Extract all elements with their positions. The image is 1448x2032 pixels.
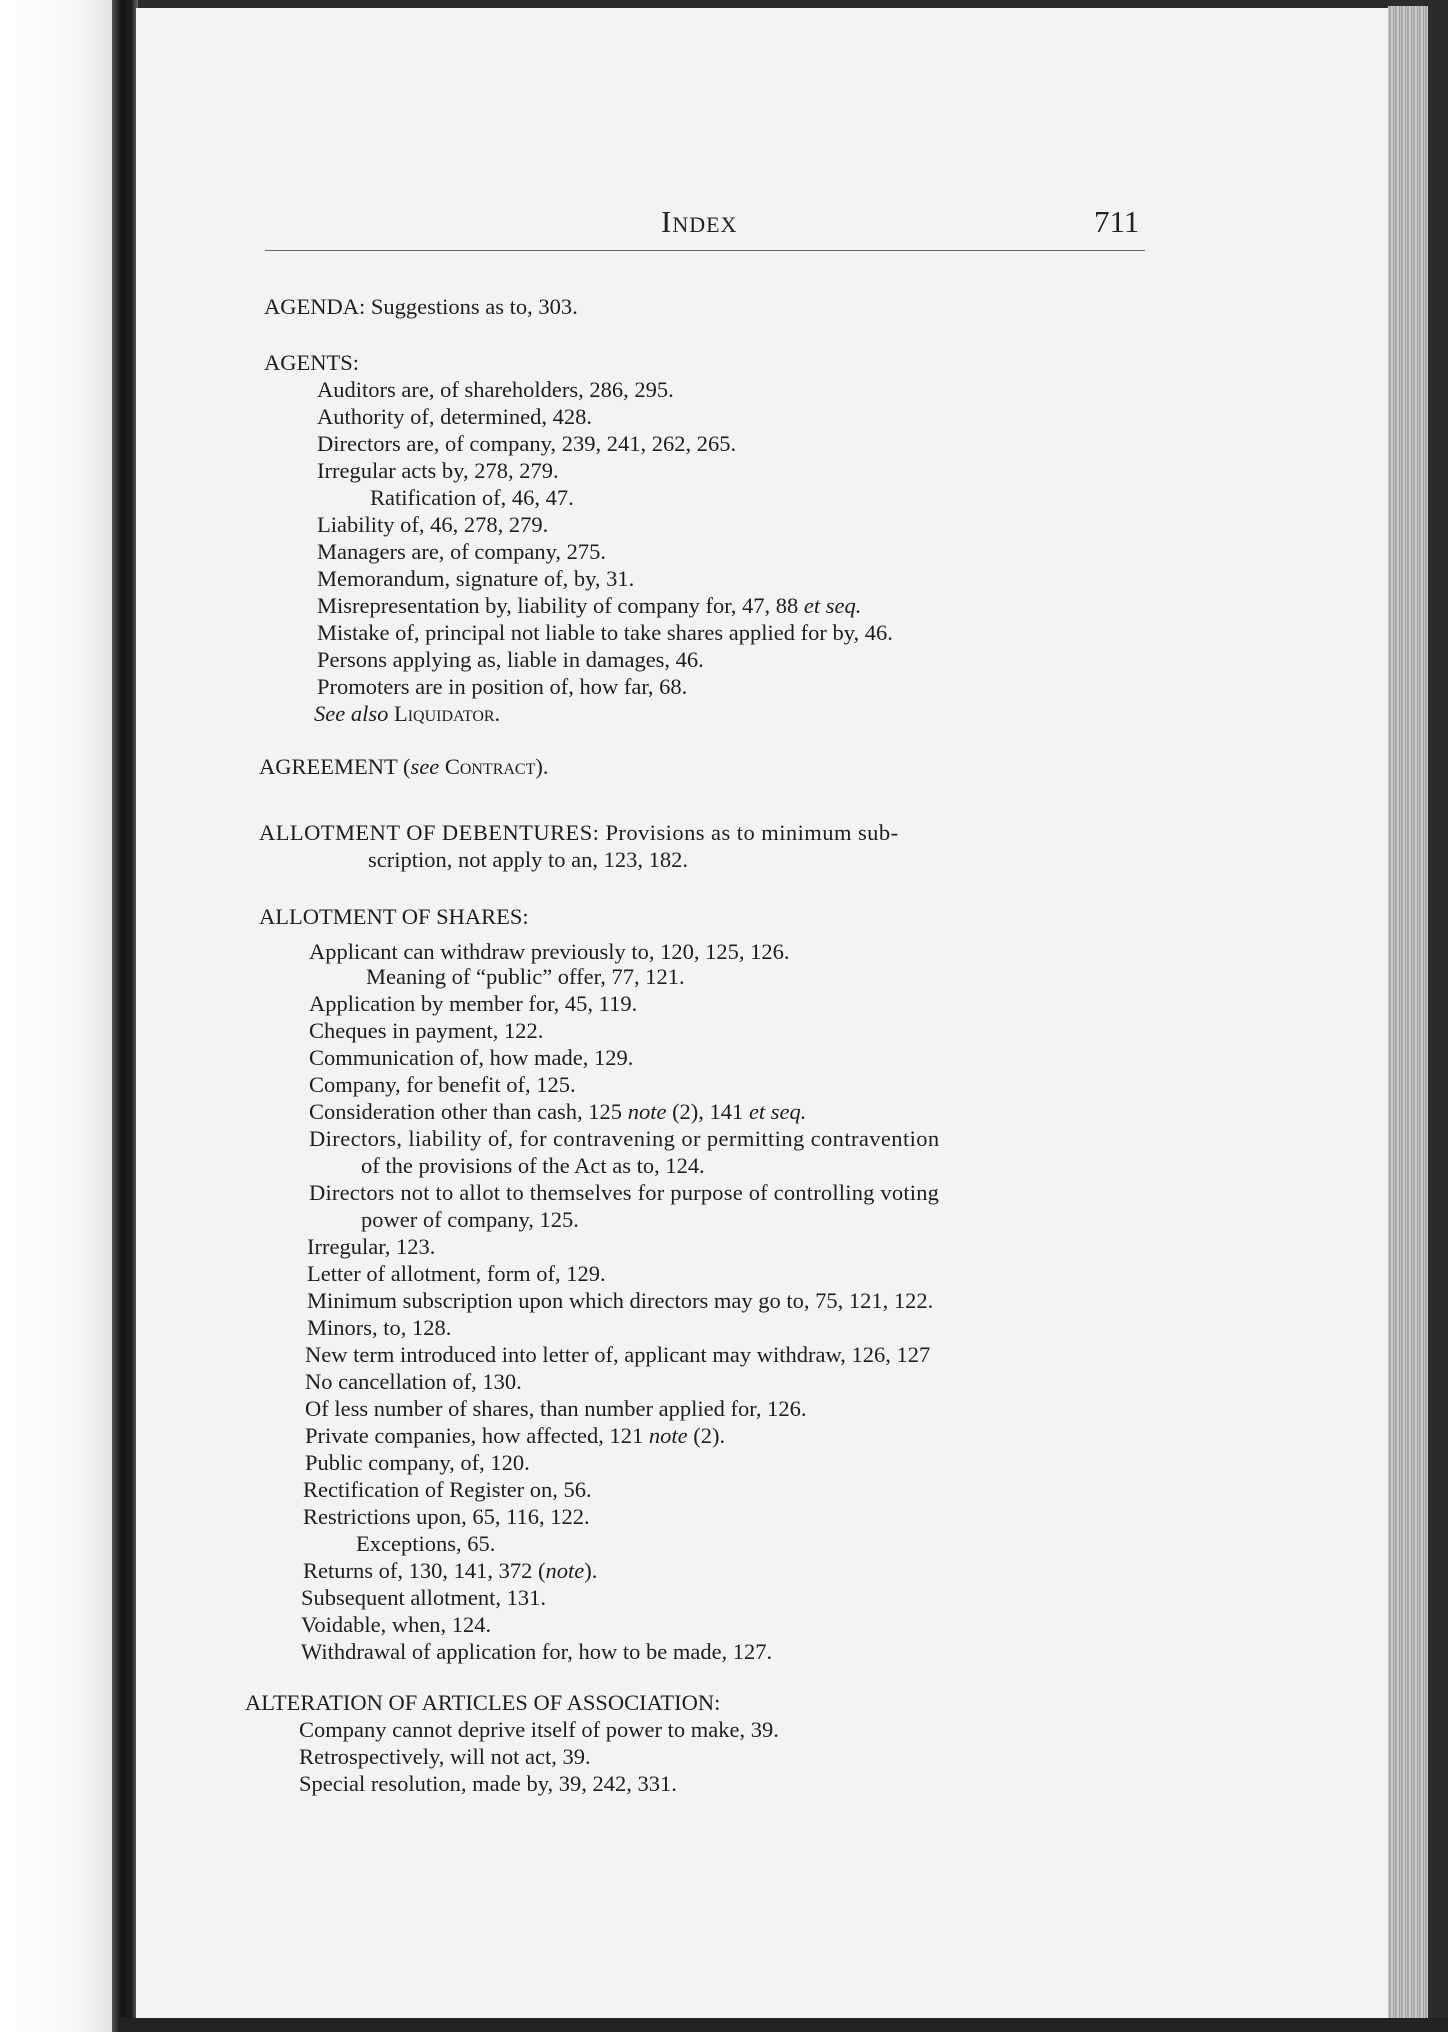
index-subentry: Of less number of shares, than number applied for, 126. bbox=[305, 1396, 807, 1421]
header-rule bbox=[265, 250, 1145, 251]
index-entry-heading: AGENTS: bbox=[264, 350, 359, 375]
index-entry-heading: ALTERATION OF ARTICLES OF ASSOCIATION: bbox=[245, 1690, 721, 1715]
index-entry-continuation: scription, not apply to an, 123, 182. bbox=[368, 847, 688, 872]
index-subsubentry: Meaning of “public” offer, 77, 121. bbox=[366, 964, 685, 989]
index-entry-heading: AGREEMENT (see Contract). bbox=[259, 754, 549, 779]
index-entry-continuation: of the provisions of the Act as to, 124. bbox=[361, 1153, 705, 1178]
index-subentry: Minimum subscription upon which directors may go to, 75, 121, 122. bbox=[307, 1288, 934, 1313]
index-subentry: Directors not to allot to themselves for purpose of controlling voting bbox=[309, 1180, 940, 1205]
index-subentry: Mistake of, principal not liable to take shares applied for by, 46. bbox=[317, 620, 893, 645]
index-subentry: Company, for benefit of, 125. bbox=[309, 1072, 576, 1097]
index-subentry: Subsequent allotment, 131. bbox=[301, 1585, 546, 1610]
index-subentry: Liability of, 46, 278, 279. bbox=[317, 512, 549, 537]
index-subentry: Consideration other than cash, 125 note (2), 141 et seq. bbox=[309, 1099, 807, 1124]
index-subentry: Directors, liability of, for contravening or permitting contravention bbox=[309, 1126, 940, 1151]
index-subentry: Directors are, of company, 239, 241, 262, 265. bbox=[317, 431, 737, 456]
index-subentry: Retrospectively, will not act, 39. bbox=[299, 1744, 591, 1769]
index-subentry: Letter of allotment, form of, 129. bbox=[307, 1261, 606, 1286]
page-number: 711 bbox=[1094, 204, 1140, 239]
index-subentry: Public company, of, 120. bbox=[305, 1450, 530, 1475]
index-cross-reference: See also Liquidator. bbox=[314, 701, 501, 726]
index-subentry: Cheques in payment, 122. bbox=[309, 1018, 544, 1043]
index-subentry: Voidable, when, 124. bbox=[301, 1612, 492, 1637]
index-subentry: Application by member for, 45, 119. bbox=[309, 991, 638, 1016]
index-subentry: Promoters are in position of, how far, 68. bbox=[317, 674, 688, 699]
index-subentry: Private companies, how affected, 121 note (2). bbox=[305, 1423, 726, 1448]
book-gutter bbox=[112, 0, 138, 2032]
index-subentry: Irregular, 123. bbox=[307, 1234, 436, 1259]
index-subentry: No cancellation of, 130. bbox=[305, 1369, 522, 1394]
page-block-edge bbox=[1388, 6, 1428, 2024]
index-subentry: Returns of, 130, 141, 372 (note). bbox=[303, 1558, 598, 1583]
index-subentry: Auditors are, of shareholders, 286, 295. bbox=[317, 377, 674, 402]
index-subentry: Communication of, how made, 129. bbox=[309, 1045, 634, 1070]
index-subentry: Rectification of Register on, 56. bbox=[303, 1477, 592, 1502]
index-subentry: Irregular acts by, 278, 279. bbox=[317, 458, 559, 483]
index-entry-continuation: power of company, 125. bbox=[361, 1207, 579, 1232]
index-subentry: Misrepresentation by, liability of company for, 47, 88 et seq. bbox=[317, 593, 862, 618]
index-subentry: Restrictions upon, 65, 116, 122. bbox=[303, 1504, 590, 1529]
index-entry-heading: AGENDA: Suggestions as to, 303. bbox=[264, 294, 578, 319]
index-subsubentry: Ratification of, 46, 47. bbox=[370, 485, 574, 510]
running-head-title: Index bbox=[661, 204, 738, 239]
index-subentry: Special resolution, made by, 39, 242, 331. bbox=[299, 1771, 677, 1796]
index-subentry: Withdrawal of application for, how to be made, 127. bbox=[301, 1639, 773, 1664]
index-entry-heading: ALLOTMENT OF DEBENTURES: Provisions as to minimum sub- bbox=[259, 820, 899, 845]
facing-page-edge bbox=[0, 0, 118, 2032]
index-subentry: Company cannot deprive itself of power to make, 39. bbox=[299, 1717, 779, 1742]
index-subentry: Managers are, of company, 275. bbox=[317, 539, 607, 564]
index-subentry: Applicant can withdraw previously to, 120, 125, 126. bbox=[309, 939, 790, 964]
index-subsubentry: Exceptions, 65. bbox=[356, 1531, 496, 1556]
bottom-edge bbox=[118, 2018, 1448, 2032]
index-entry-heading: ALLOTMENT OF SHARES: bbox=[259, 904, 529, 929]
index-subentry: Minors, to, 128. bbox=[307, 1315, 452, 1340]
index-subentry: New term introduced into letter of, applicant may withdraw, 126, 127 bbox=[305, 1342, 931, 1367]
index-subentry: Persons applying as, liable in damages, 46. bbox=[317, 647, 704, 672]
index-subentry: Memorandum, signature of, by, 31. bbox=[317, 566, 635, 591]
index-subentry: Authority of, determined, 428. bbox=[317, 404, 592, 429]
